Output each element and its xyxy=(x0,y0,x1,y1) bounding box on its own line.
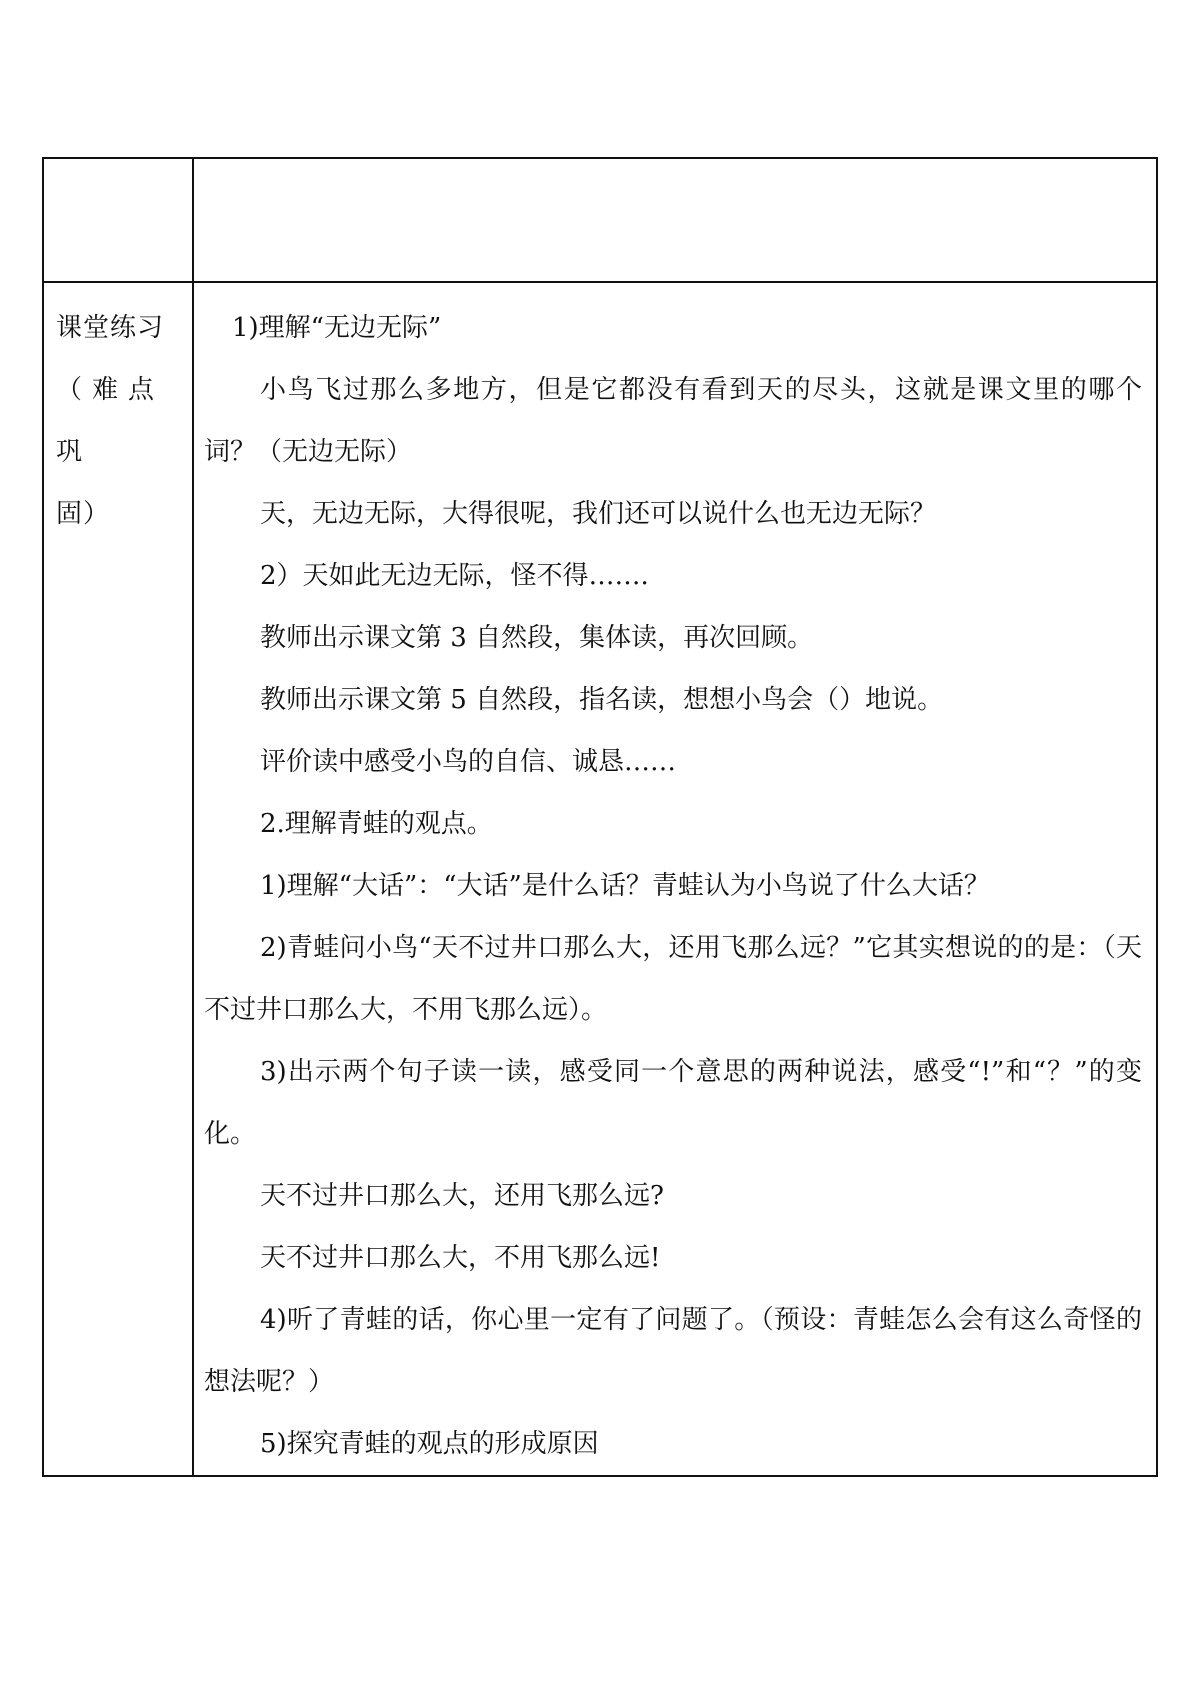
paragraph-8: 2.理解青蛙的观点。 xyxy=(260,809,493,839)
paragraph-12: 天不过井口那么大，还用飞那么远? xyxy=(260,1181,664,1211)
paragraph-9: 1)理解“大话”：“大话”是什么话？青蛙认为小鸟说了什么大话？ xyxy=(260,871,990,901)
paragraph-14: 4)听了青蛙的话，你心里一定有了问题了。（预设：青蛙怎么会有这么奇怪的想法呢？） xyxy=(204,1305,1142,1397)
paragraph-10: 2)青蛙问小鸟“天不过井口那么大，还用飞那么远？”它其实想说的的是：（天不过井口那么大，不用飞那么远）。 xyxy=(204,933,1142,1025)
section-label-line1: 课堂练习 xyxy=(56,313,165,343)
section-label-line2: （难点巩 xyxy=(56,375,165,467)
section-label-cell xyxy=(43,282,193,1476)
paragraph-15: 5)探究青蛙的观点的形成原因 xyxy=(260,1429,599,1459)
paragraph-7: 评价读中感受小鸟的自信、诚恳…… xyxy=(260,747,677,777)
empty-label-cell xyxy=(43,158,193,282)
section-content-cell xyxy=(193,282,1157,1476)
section-label-line3: 固） xyxy=(56,499,111,529)
paragraph-2: 小鸟飞过那么多地方，但是它都没有看到天的尽头，这就是课文里的哪个词？（无边无际） xyxy=(204,375,1142,467)
empty-content-cell xyxy=(193,158,1157,282)
paragraph-6: 教师出示课文第 5 自然段，指名读，想想小鸟会（）地说。 xyxy=(260,685,944,715)
lesson-plan-table xyxy=(42,157,1158,1477)
table-row-empty xyxy=(43,158,1157,282)
paragraph-1: 1)理解“无边无际” xyxy=(232,313,442,343)
paragraph-5: 教师出示课文第 3 自然段，集体读，再次回顾。 xyxy=(260,623,814,653)
table-row-classroom-practice xyxy=(43,282,1157,1476)
paragraph-4: 2）天如此无边无际，怪不得……. xyxy=(260,561,649,591)
paragraph-11: 3)出示两个句子读一读，感受同一个意思的两种说法，感受“!”和“？”的变化。 xyxy=(204,1057,1142,1149)
paragraph-3: 天，无边无际，大得很呢，我们还可以说什么也无边无际？ xyxy=(260,499,937,529)
paragraph-13: 天不过井口那么大，不用飞那么远! xyxy=(260,1243,661,1273)
